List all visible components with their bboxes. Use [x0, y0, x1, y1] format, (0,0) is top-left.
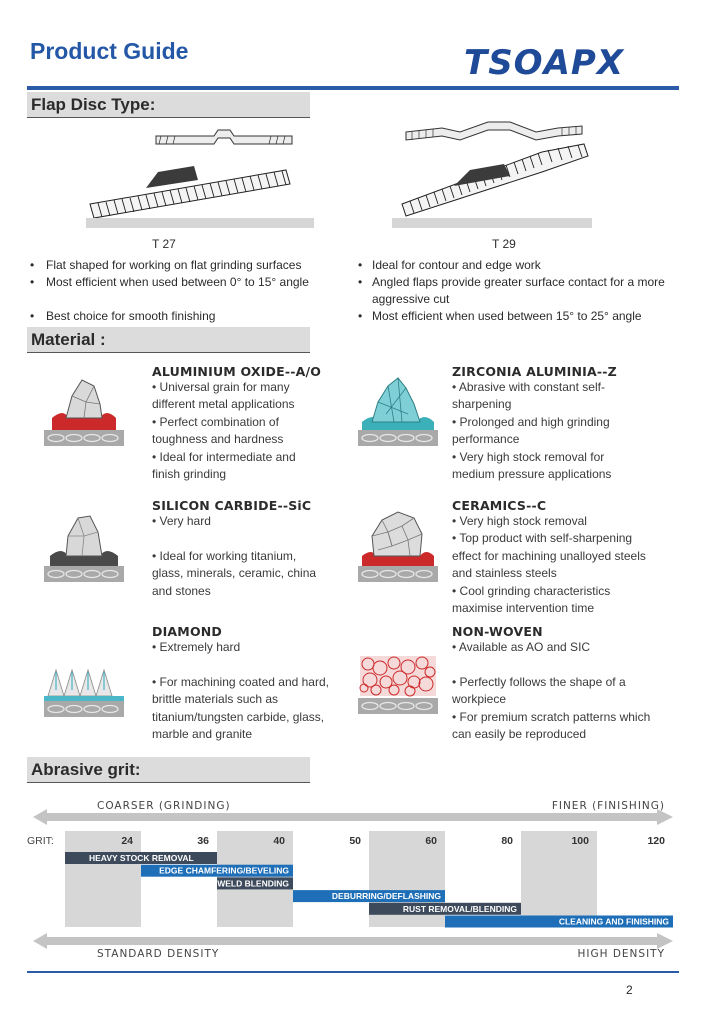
section-header-flap-disc: [27, 92, 310, 118]
grit-value: 120: [647, 835, 665, 847]
grit-label: GRIT:: [27, 835, 54, 847]
silicon-carbide-grain-icon: [44, 510, 124, 584]
abrasive-grit-chart: [27, 795, 679, 970]
t27-bullet-3: • Best choice for smooth finishing: [30, 309, 216, 323]
material-title: SILICON CARBIDE--SiC: [152, 498, 312, 513]
material-zirconia: [452, 364, 682, 483]
ceramics-grain-icon: [358, 510, 438, 584]
diamond-grain-icon: [44, 660, 124, 734]
page-title: Product Guide: [30, 38, 189, 64]
footer-divider: [27, 971, 679, 973]
material-ceramics: [452, 498, 692, 617]
material-description: • Very high stock removal • Top product with self-sharpening effect for machining unalloyed steels and stainless steels • Cool grinding characteristics maximise intervention time: [452, 514, 646, 616]
brand-logo: [462, 38, 674, 82]
grit-value: 60: [425, 835, 437, 847]
material-diamond: [152, 624, 362, 743]
grit-value: 24: [121, 835, 133, 847]
material-description: • Abrasive with constant self- sharpening • Prolonged and high grinding performance • Very high stock removal for medium pressure applications: [452, 380, 612, 482]
t29-disc-illustration: [392, 122, 592, 228]
t27-bullet-1: • Flat shaped for working on flat grinding surfaces: [30, 258, 302, 272]
grit-band-label: HEAVY STOCK REMOVAL: [89, 853, 194, 863]
grit-value: 80: [501, 835, 513, 847]
zirconia-grain-icon: [358, 374, 438, 448]
finer-label: FINER (FINISHING): [551, 800, 665, 812]
grit-band-label: DEBURRING/DEFLASHING: [331, 891, 441, 902]
grit-band-label: RUST REMOVAL/BLENDING: [402, 903, 517, 914]
t27-label: T 27: [152, 237, 176, 251]
grit-value: 40: [273, 835, 285, 847]
t29-label: T 29: [492, 237, 516, 251]
grit-value: 50: [349, 835, 361, 847]
material-title: ZIRCONIA ALUMINIA--Z: [452, 364, 617, 379]
t27-bullet-2: • Most efficient when used between 0° to 15° angle: [30, 275, 309, 289]
grit-value: 100: [571, 835, 589, 847]
t29-bullet-2: • Angled flaps provide greater surface contact for a more aggressive cut: [358, 275, 665, 306]
standard-density-label: STANDARD DENSITY: [97, 948, 220, 960]
material-aluminium-oxide: [152, 364, 362, 483]
abrasive-grit-heading: Abrasive grit:: [31, 760, 141, 779]
material-silicon-carbide: [152, 498, 362, 600]
density-arrow: [33, 933, 673, 949]
material-heading: Material :: [31, 330, 106, 349]
material-description: • Universal grain for many different metal applications • Perfect combination of toughness and hardness • Ideal for intermediate and finish grinding: [152, 380, 296, 482]
grit-band-label: CLEANING AND FINISHING: [558, 916, 669, 927]
brand-logo-text: TSOAPX: [464, 43, 625, 82]
flap-disc-heading: Flap Disc Type:: [31, 95, 156, 114]
t27-disc-illustration: [86, 118, 314, 230]
material-description: • Available as AO and SIC • Perfectly follows the shape of a workpiece • For premium scratch patterns which can easily be reproduced: [452, 640, 651, 742]
section-header-material: [27, 327, 310, 353]
aluminium-oxide-grain-icon: [44, 374, 124, 448]
grit-band-label: WELD BLENDING: [217, 878, 289, 889]
t29-bullet-3: • Most efficient when used between 15° to 25° angle: [358, 309, 642, 323]
material-title: DIAMOND: [152, 624, 223, 639]
material-description: • Extremely hard • For machining coated and hard, brittle materials such as titanium/tungsten carbide, glass, marble and granite: [152, 640, 329, 742]
high-density-label: HIGH DENSITY: [577, 948, 665, 960]
grit-band-label: EDGE CHAMFERING/BEVELING: [159, 865, 289, 876]
material-description: • Very hard • Ideal for working titanium, glass, minerals, ceramic, china and stones: [152, 514, 317, 598]
material-title: CERAMICS--C: [452, 498, 547, 513]
page-number: 2: [626, 983, 633, 997]
section-header-abrasive-grit: [27, 757, 310, 783]
header-divider: [27, 86, 679, 90]
t29-bullet-1: • Ideal for contour and edge work: [358, 258, 541, 272]
material-title: NON-WOVEN: [452, 624, 543, 639]
material-non-woven: [452, 624, 692, 743]
material-title: ALUMINIUM OXIDE--A/O: [152, 364, 322, 379]
coarser-label: COARSER (GRINDING): [97, 800, 231, 812]
non-woven-fiber-icon: [358, 654, 438, 728]
grit-value: 36: [197, 835, 209, 847]
